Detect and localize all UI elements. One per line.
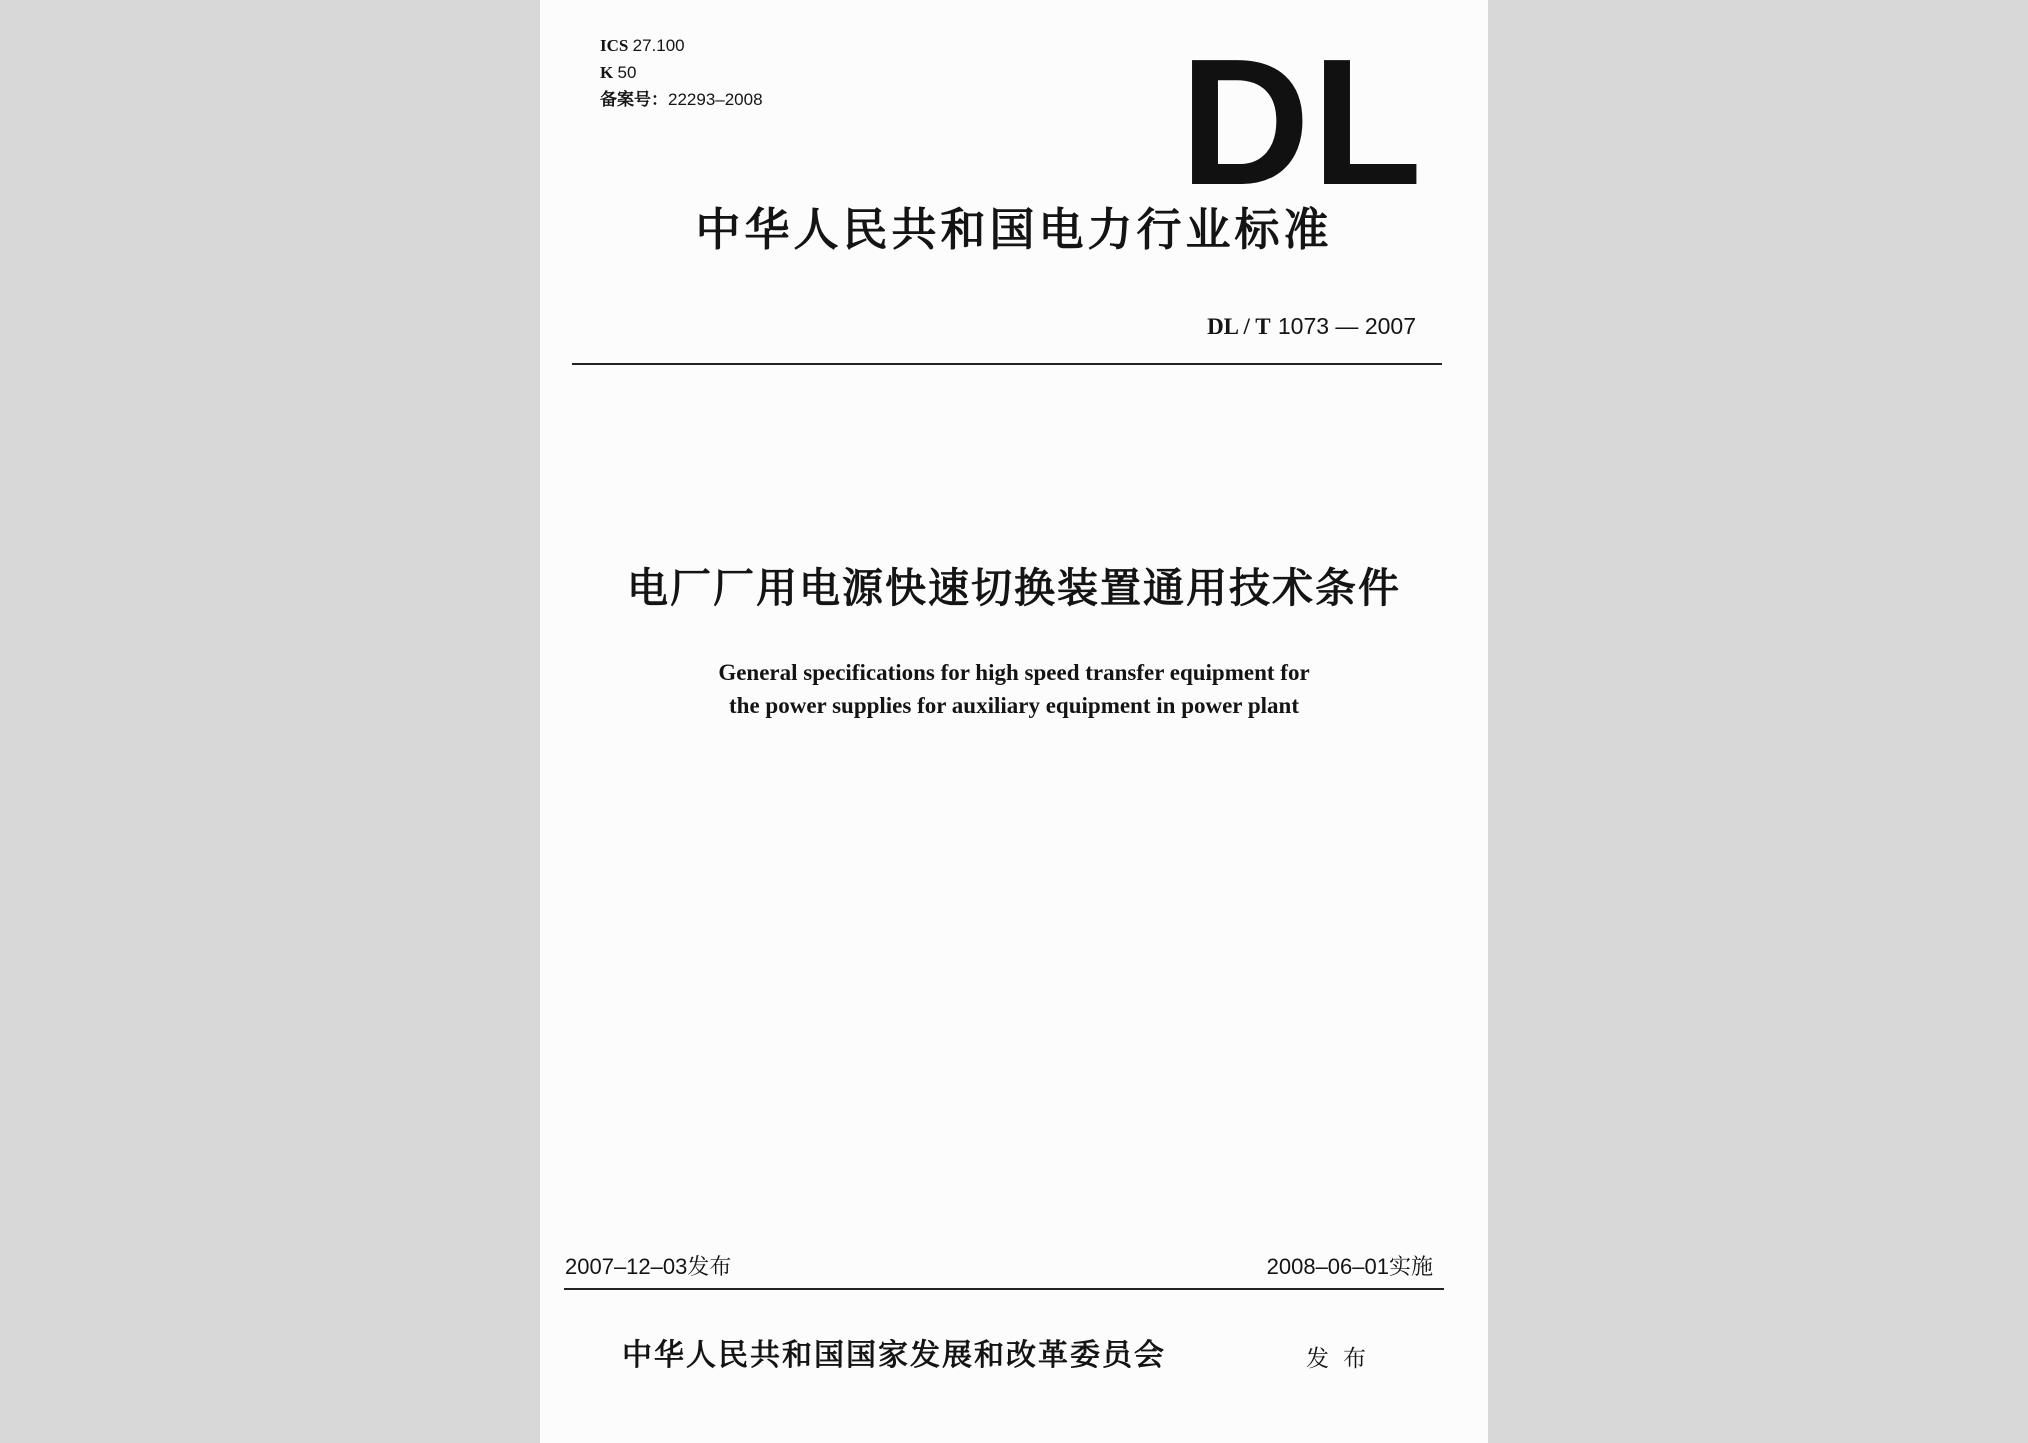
ics-value: 27.100 bbox=[632, 36, 685, 55]
standard-code bbox=[1207, 312, 1416, 341]
classification-code bbox=[600, 64, 636, 81]
dl-logo: DL bbox=[1180, 22, 1424, 223]
ics-code bbox=[600, 37, 685, 54]
record-label: 备案号： bbox=[600, 90, 668, 109]
standard-number: 1073 — 2007 bbox=[1277, 313, 1416, 339]
standard-prefix: DL / T bbox=[1207, 314, 1271, 339]
ics-label: ICS bbox=[600, 36, 629, 55]
issue-date-suffix: 发布 bbox=[687, 1255, 732, 1280]
document-title-english-line-1: General specifications for high speed transfer equipment for bbox=[718, 660, 1310, 685]
classification-value: 50 bbox=[617, 63, 637, 82]
issued-label: 发布 bbox=[1306, 1346, 1380, 1372]
authority-title: 中华人民共和国电力行业标准 bbox=[695, 203, 1333, 256]
record-number bbox=[600, 91, 763, 108]
issue-date bbox=[565, 1253, 731, 1282]
document-title-english-line-2: the power supplies for auxiliary equipment in power plant bbox=[729, 693, 1299, 718]
footer-divider bbox=[564, 1288, 1444, 1290]
effective-date-suffix: 实施 bbox=[1388, 1255, 1433, 1280]
document-title-chinese: 电厂厂用电源快速切换装置通用技术条件 bbox=[627, 564, 1401, 612]
effective-date bbox=[1267, 1253, 1433, 1282]
issuing-authority: 中华人民共和国国家发展和改革委员会 bbox=[622, 1338, 1166, 1373]
classification-label: K bbox=[600, 63, 614, 82]
document-cover bbox=[540, 0, 1488, 1443]
header-divider bbox=[572, 363, 1442, 365]
record-value: 22293–2008 bbox=[668, 90, 763, 109]
issue-date-value: 2007–12–03 bbox=[565, 1254, 688, 1279]
effective-date-value: 2008–06–01 bbox=[1266, 1254, 1389, 1279]
